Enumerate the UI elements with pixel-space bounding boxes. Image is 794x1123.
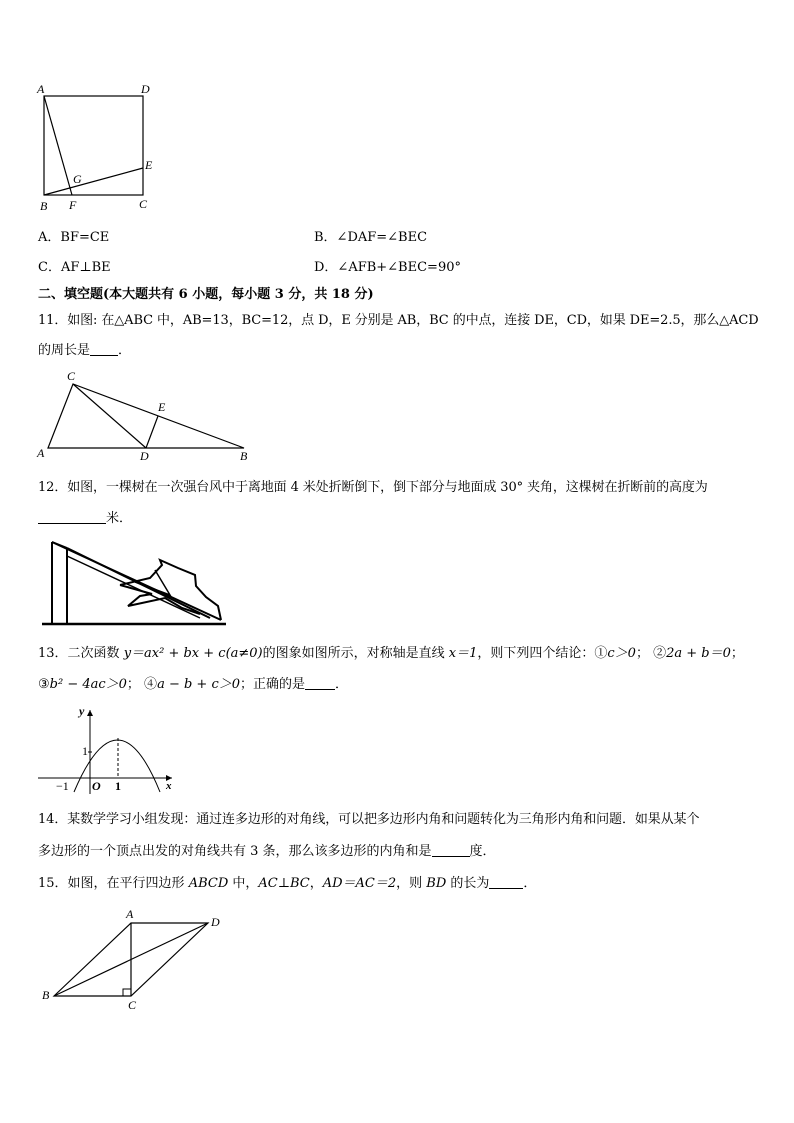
graph-y-label: y	[79, 704, 85, 718]
q11-tail: ．	[118, 343, 132, 358]
option-b: B．∠DAF=∠BEC	[314, 230, 428, 245]
graph-tick-1y: 1	[82, 744, 88, 758]
tri-label-E: E	[158, 400, 166, 414]
square-label-E: E	[145, 158, 153, 172]
q13-tail: ．	[335, 677, 349, 692]
q14-tail: 度．	[469, 844, 496, 859]
q14-line1: 14．某数学学习小组发现：通过连多边形的对角线，可以把多边形内角和问题转化为三角形内角和问题．如果从某个	[38, 812, 700, 827]
q13-c2: 2a + b＝0	[666, 646, 731, 661]
q15-mid2: ，	[309, 876, 323, 891]
q15-mid1: 中，	[228, 876, 259, 891]
q13-c3-pre: ③	[38, 677, 50, 692]
q11-text: 的周长是	[38, 343, 91, 358]
q13-c3: b² − 4ac＞0	[49, 677, 127, 692]
section-title: 二、填空题(本大题共有 6 小题，每小题 3 分，共 18 分)	[38, 287, 374, 302]
q13-axis: x＝1	[448, 646, 478, 661]
q12-tail: 米．	[106, 511, 133, 526]
square-label-B: B	[40, 199, 48, 213]
q13-pre: 13．二次函数	[38, 646, 124, 661]
para-label-A: A	[126, 907, 134, 921]
square-label-G: G	[73, 172, 82, 186]
q15-pre: 15．如图，在平行四边形	[38, 876, 189, 891]
para-label-B: B	[42, 988, 50, 1002]
q15-bd: BD	[426, 876, 447, 891]
q15-mid3: ，则	[396, 876, 427, 891]
q14-text: 多边形的一个顶点出发的对角线共有 3 条，那么该多边形的内角和是	[38, 844, 432, 859]
q13-mid: 的图象如图所示，对称轴是直线	[262, 646, 449, 661]
q13-sep3: ； ④	[126, 677, 158, 692]
square-label-A: A	[37, 82, 45, 96]
q13-line2-post: ；正确的是	[240, 677, 306, 692]
para-label-D: D	[211, 915, 220, 929]
q15-perp: AC⊥BC	[258, 876, 310, 891]
tri-label-D: D	[140, 449, 149, 463]
tri-label-A: A	[37, 446, 45, 460]
graph-origin: O	[92, 779, 101, 793]
q15-tail: ．	[523, 876, 537, 891]
graph-x-label: x	[166, 780, 172, 792]
q11-line1: 11．如图: 在△ABC 中，AB=13，BC=12，点 D，E 分别是 AB，BC 的中点，连接 DE，CD，如果 DE=2.5，那么△ACD	[38, 313, 759, 328]
option-a: A．BF=CE	[38, 230, 110, 245]
graph-tick-neg1: −1	[56, 779, 69, 793]
q13-c4: a − b + c＞0	[157, 677, 241, 692]
square-label-D: D	[141, 82, 150, 96]
q15-eq: AD＝AC＝2	[322, 876, 397, 891]
q15-post: 的长为	[446, 876, 490, 891]
para-label-C: C	[128, 998, 137, 1012]
tri-label-C: C	[67, 369, 76, 383]
q13-c1: c＞0	[607, 646, 636, 661]
tri-label-B: B	[240, 449, 248, 463]
square-label-F: F	[69, 198, 77, 212]
square-label-C: C	[139, 197, 148, 211]
q13-sep1: ； ②	[635, 646, 667, 661]
q12-line1: 12．如图，一棵树在一次强台风中于离地面 4 米处折断倒下，倒下部分与地面成 30° 夹角，这棵树在折断前的高度为	[38, 480, 708, 495]
graph-tick-1x: 1	[115, 779, 121, 793]
option-c: C．AF⊥BE	[38, 260, 111, 275]
q13-post: ，则下列四个结论：①	[477, 646, 608, 661]
q15-abcd: ABCD	[188, 876, 229, 891]
option-d: D．∠AFB+∠BEC=90°	[314, 260, 461, 275]
q13-sep2: ；	[730, 646, 744, 661]
q13-eq: y＝ax² + bx + c(a≠0)	[123, 646, 263, 661]
